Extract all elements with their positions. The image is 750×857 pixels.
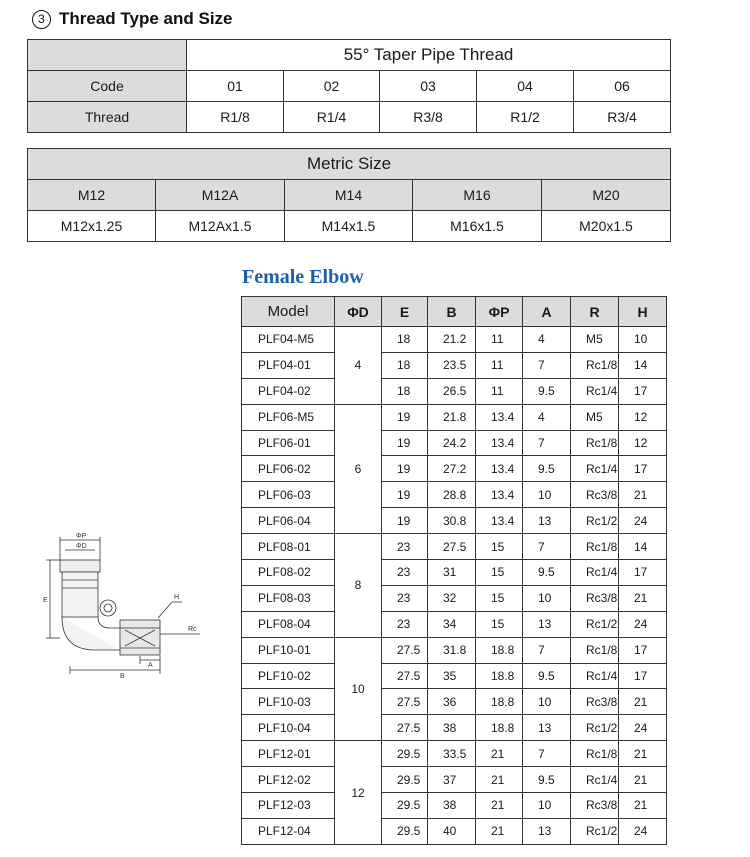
r-cell: Rc1/8 [571, 741, 619, 767]
table-row [242, 767, 667, 793]
p-cell: 11 [476, 378, 523, 404]
h-cell: 10 [619, 327, 667, 353]
col-header-d: ΦD [335, 297, 382, 327]
r-cell: Rc3/8 [571, 793, 619, 819]
a-cell: 7 [523, 430, 571, 456]
table-corner-cell [28, 40, 187, 71]
metric-size-cell: M20 [542, 180, 671, 211]
b-cell: 21.8 [428, 404, 476, 430]
a-cell: 7 [523, 352, 571, 378]
p-cell: 21 [476, 741, 523, 767]
col-header-p: ΦP [476, 297, 523, 327]
p-cell: 18.8 [476, 689, 523, 715]
r-cell: Rc1/8 [571, 534, 619, 560]
model-cell: PLF12-04 [242, 818, 335, 844]
e-cell: 23 [382, 560, 428, 586]
h-cell: 24 [619, 715, 667, 741]
model-cell: PLF06-03 [242, 482, 335, 508]
metric-thread-cell: M16x1.5 [413, 211, 542, 242]
code-cell: 01 [187, 71, 284, 102]
taper-pipe-thread-table [27, 39, 671, 133]
a-cell: 9.5 [523, 560, 571, 586]
table-row [242, 741, 667, 767]
drawing-label-h: H [174, 594, 180, 601]
col-header-r: R [571, 297, 619, 327]
h-cell: 21 [619, 585, 667, 611]
b-cell: 38 [428, 793, 476, 819]
table-row [242, 404, 667, 430]
table-row [242, 793, 667, 819]
e-cell: 19 [382, 404, 428, 430]
metric-size-cell: M12A [156, 180, 285, 211]
table-row [242, 560, 667, 586]
p-cell: 13.4 [476, 456, 523, 482]
b-cell: 34 [428, 611, 476, 637]
thread-cell: R3/8 [380, 102, 477, 133]
table-row [242, 482, 667, 508]
a-cell: 9.5 [523, 663, 571, 689]
h-cell: 24 [619, 611, 667, 637]
a-cell: 13 [523, 611, 571, 637]
e-cell: 23 [382, 611, 428, 637]
a-cell: 10 [523, 585, 571, 611]
e-cell: 29.5 [382, 818, 428, 844]
e-cell: 29.5 [382, 741, 428, 767]
drawing-label-e: E [43, 597, 48, 604]
e-cell: 18 [382, 378, 428, 404]
e-cell: 19 [382, 508, 428, 534]
section-title: Thread Type and Size [59, 9, 233, 28]
a-cell: 4 [523, 404, 571, 430]
table-row [242, 663, 667, 689]
table-row [242, 818, 667, 844]
model-cell: PLF10-03 [242, 689, 335, 715]
col-header-model: Model [242, 297, 335, 327]
female-elbow-table [241, 296, 667, 845]
code-cell: 03 [380, 71, 477, 102]
a-cell: 10 [523, 689, 571, 715]
model-cell: PLF10-01 [242, 637, 335, 663]
drawing-label-b: B [120, 673, 125, 680]
section-heading [32, 9, 233, 29]
r-cell: Rc1/4 [571, 378, 619, 404]
col-header-a: A [523, 297, 571, 327]
table-row [242, 508, 667, 534]
e-cell: 27.5 [382, 663, 428, 689]
p-cell: 13.4 [476, 404, 523, 430]
p-cell: 21 [476, 793, 523, 819]
h-cell: 12 [619, 404, 667, 430]
r-cell: Rc3/8 [571, 585, 619, 611]
a-cell: 10 [523, 793, 571, 819]
a-cell: 13 [523, 508, 571, 534]
model-cell: PLF10-04 [242, 715, 335, 741]
h-cell: 21 [619, 689, 667, 715]
h-cell: 14 [619, 534, 667, 560]
h-cell: 17 [619, 560, 667, 586]
h-cell: 17 [619, 456, 667, 482]
b-cell: 31.8 [428, 637, 476, 663]
p-cell: 18.8 [476, 715, 523, 741]
metric-size-table [27, 148, 671, 242]
col-header-b: B [428, 297, 476, 327]
b-cell: 27.5 [428, 534, 476, 560]
e-cell: 27.5 [382, 689, 428, 715]
h-cell: 21 [619, 741, 667, 767]
e-cell: 19 [382, 430, 428, 456]
thread-label: Thread [28, 102, 187, 133]
thread-table-title: 55° Taper Pipe Thread [187, 40, 671, 71]
r-cell: Rc3/8 [571, 689, 619, 715]
a-cell: 7 [523, 534, 571, 560]
model-cell: PLF08-03 [242, 585, 335, 611]
model-cell: PLF06-01 [242, 430, 335, 456]
metric-size-cell: M14 [285, 180, 413, 211]
p-cell: 21 [476, 767, 523, 793]
b-cell: 35 [428, 663, 476, 689]
h-cell: 24 [619, 508, 667, 534]
model-cell: PLF04-02 [242, 378, 335, 404]
drawing-label-a: A [148, 662, 153, 669]
b-cell: 26.5 [428, 378, 476, 404]
a-cell: 9.5 [523, 378, 571, 404]
r-cell: M5 [571, 327, 619, 353]
table-row [242, 585, 667, 611]
diameter-cell: 12 [335, 741, 382, 845]
code-cell: 06 [574, 71, 671, 102]
drawing-label-rc: Rc [188, 626, 197, 633]
model-cell: PLF12-03 [242, 793, 335, 819]
p-cell: 18.8 [476, 663, 523, 689]
diameter-cell: 4 [335, 327, 382, 405]
model-cell: PLF04-M5 [242, 327, 335, 353]
section-number: 3 [32, 10, 51, 29]
h-cell: 21 [619, 482, 667, 508]
e-cell: 18 [382, 352, 428, 378]
b-cell: 32 [428, 585, 476, 611]
table-row [242, 611, 667, 637]
model-cell: PLF06-04 [242, 508, 335, 534]
h-cell: 24 [619, 818, 667, 844]
metric-thread-cell: M12Ax1.5 [156, 211, 285, 242]
e-cell: 23 [382, 585, 428, 611]
e-cell: 18 [382, 327, 428, 353]
model-cell: PLF10-02 [242, 663, 335, 689]
b-cell: 37 [428, 767, 476, 793]
table-row [242, 378, 667, 404]
metric-table-title: Metric Size [28, 149, 671, 180]
r-cell: Rc1/8 [571, 430, 619, 456]
b-cell: 24.2 [428, 430, 476, 456]
p-cell: 18.8 [476, 637, 523, 663]
r-cell: Rc1/4 [571, 767, 619, 793]
table-row [242, 327, 667, 353]
e-cell: 19 [382, 456, 428, 482]
drawing-label-p: ΦP [76, 533, 87, 540]
b-cell: 31 [428, 560, 476, 586]
r-cell: M5 [571, 404, 619, 430]
table-row [242, 534, 667, 560]
r-cell: Rc1/4 [571, 663, 619, 689]
e-cell: 19 [382, 482, 428, 508]
e-cell: 23 [382, 534, 428, 560]
e-cell: 29.5 [382, 767, 428, 793]
r-cell: Rc1/4 [571, 560, 619, 586]
table-row [242, 456, 667, 482]
metric-thread-cell: M14x1.5 [285, 211, 413, 242]
a-cell: 10 [523, 482, 571, 508]
a-cell: 13 [523, 818, 571, 844]
r-cell: Rc1/4 [571, 456, 619, 482]
h-cell: 17 [619, 637, 667, 663]
thread-cell: R1/8 [187, 102, 284, 133]
p-cell: 15 [476, 611, 523, 637]
model-cell: PLF08-04 [242, 611, 335, 637]
thread-cell: R3/4 [574, 102, 671, 133]
p-cell: 13.4 [476, 508, 523, 534]
r-cell: Rc1/8 [571, 352, 619, 378]
table-row [242, 715, 667, 741]
h-cell: 21 [619, 767, 667, 793]
p-cell: 15 [476, 534, 523, 560]
model-cell: PLF12-02 [242, 767, 335, 793]
model-cell: PLF08-01 [242, 534, 335, 560]
p-cell: 11 [476, 327, 523, 353]
r-cell: Rc3/8 [571, 482, 619, 508]
a-cell: 7 [523, 741, 571, 767]
model-cell: PLF06-02 [242, 456, 335, 482]
b-cell: 40 [428, 818, 476, 844]
table-row [242, 689, 667, 715]
e-cell: 27.5 [382, 637, 428, 663]
p-cell: 13.4 [476, 430, 523, 456]
code-cell: 02 [284, 71, 380, 102]
r-cell: Rc1/2 [571, 611, 619, 637]
metric-size-cell: M16 [413, 180, 542, 211]
thread-cell: R1/2 [477, 102, 574, 133]
code-cell: 04 [477, 71, 574, 102]
thread-cell: R1/4 [284, 102, 380, 133]
h-cell: 17 [619, 378, 667, 404]
p-cell: 13.4 [476, 482, 523, 508]
table-row [242, 430, 667, 456]
col-header-h: H [619, 297, 667, 327]
a-cell: 7 [523, 637, 571, 663]
col-header-e: E [382, 297, 428, 327]
h-cell: 12 [619, 430, 667, 456]
e-cell: 27.5 [382, 715, 428, 741]
b-cell: 28.8 [428, 482, 476, 508]
h-cell: 21 [619, 793, 667, 819]
b-cell: 21.2 [428, 327, 476, 353]
metric-thread-cell: M12x1.25 [28, 211, 156, 242]
a-cell: 4 [523, 327, 571, 353]
b-cell: 36 [428, 689, 476, 715]
female-elbow-title: Female Elbow [242, 266, 364, 288]
model-cell: PLF08-02 [242, 560, 335, 586]
b-cell: 27.2 [428, 456, 476, 482]
code-label: Code [28, 71, 187, 102]
model-cell: PLF04-01 [242, 352, 335, 378]
b-cell: 30.8 [428, 508, 476, 534]
diameter-cell: 6 [335, 404, 382, 533]
a-cell: 9.5 [523, 767, 571, 793]
drawing-label-d: ΦD [76, 543, 87, 550]
r-cell: Rc1/2 [571, 818, 619, 844]
table-row [242, 637, 667, 663]
a-cell: 13 [523, 715, 571, 741]
r-cell: Rc1/8 [571, 637, 619, 663]
r-cell: Rc1/2 [571, 508, 619, 534]
b-cell: 33.5 [428, 741, 476, 767]
e-cell: 29.5 [382, 793, 428, 819]
diameter-cell: 8 [335, 534, 382, 638]
r-cell: Rc1/2 [571, 715, 619, 741]
p-cell: 11 [476, 352, 523, 378]
model-cell: PLF06-M5 [242, 404, 335, 430]
b-cell: 23.5 [428, 352, 476, 378]
b-cell: 38 [428, 715, 476, 741]
a-cell: 9.5 [523, 456, 571, 482]
model-cell: PLF12-01 [242, 741, 335, 767]
diameter-cell: 10 [335, 637, 382, 741]
female-elbow-drawing [40, 530, 220, 680]
p-cell: 21 [476, 818, 523, 844]
h-cell: 17 [619, 663, 667, 689]
p-cell: 15 [476, 585, 523, 611]
metric-thread-cell: M20x1.5 [542, 211, 671, 242]
metric-size-cell: M12 [28, 180, 156, 211]
p-cell: 15 [476, 560, 523, 586]
h-cell: 14 [619, 352, 667, 378]
table-row [242, 352, 667, 378]
